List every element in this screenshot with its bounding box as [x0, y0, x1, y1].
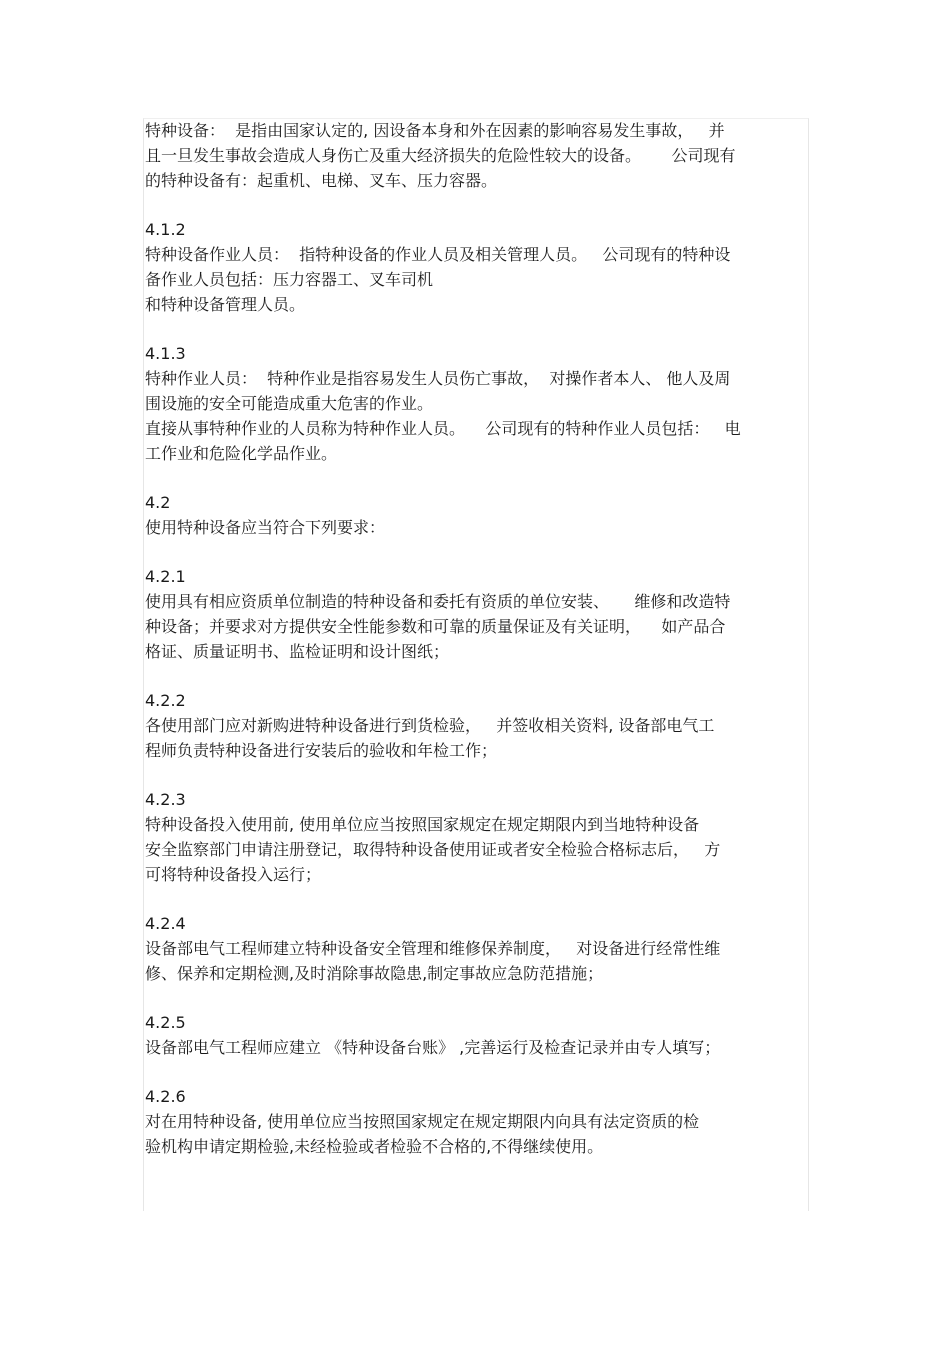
text-line: 工作业和危险化学品作业。: [145, 444, 338, 463]
text-line: 备作业人员包括：压力容器工、叉车司机: [145, 270, 434, 289]
text-line: 设备部电气工程师建立特种设备安全管理和维修保养制度， 对设备进行经常性维: [145, 939, 721, 958]
text-line: 使用特种设备应当符合下列要求：: [145, 518, 386, 537]
text-line: 的特种设备有：起重机、电梯、叉车、压力容器。: [145, 171, 498, 190]
section-number: 4.2.1: [145, 567, 186, 586]
section-number: 4.2.2: [145, 691, 186, 710]
section-4-2-1: [145, 564, 805, 664]
text-line: 特种设备： 是指由国家认定的, 因设备本身和外在因素的影响容易发生事故， 并: [145, 121, 725, 140]
section-4-1-2: [145, 217, 805, 317]
text-line: 安全监察部门申请注册登记，取得特种设备使用证或者安全检验合格标志后， 方: [145, 840, 721, 859]
text-line: 验机构申请定期检验,未经检验或者检验不合格的,不得继续使用。: [145, 1137, 604, 1156]
text-line: 设备部电气工程师应建立 《特种设备台账》 ,完善运行及检查记录并由专人填写；: [145, 1038, 721, 1057]
text-line: 对在用特种设备, 使用单位应当按照国家规定在规定期限内向具有法定资质的检: [145, 1112, 700, 1131]
section-number: 4.2.5: [145, 1013, 186, 1032]
section-4-2-2: [145, 688, 805, 763]
text-line: 特种设备投入使用前, 使用单位应当按照国家规定在规定期限内到当地特种设备: [145, 815, 700, 834]
section-4-2-5: [145, 1010, 805, 1060]
section-number: 4.2: [145, 493, 171, 512]
section-4-2: [145, 490, 805, 540]
text-line: 特种设备作业人员： 指特种设备的作业人员及相关管理人员。 公司现有的特种设: [145, 245, 731, 264]
text-line: 特种作业人员： 特种作业是指容易发生人员伤亡事故， 对操作者本人、 他人及周: [145, 369, 731, 388]
text-line: 和特种设备管理人员。: [145, 295, 306, 314]
section-number: 4.2.6: [145, 1087, 186, 1106]
section-number: 4.2.3: [145, 790, 186, 809]
text-line: 围设施的安全可能造成重大危害的作业。: [145, 394, 434, 413]
intro-paragraph: [145, 118, 805, 193]
section-number: 4.1.2: [145, 220, 186, 239]
text-line: 各使用部门应对新购进特种设备进行到货检验， 并签收相关资料, 设备部电气工: [145, 716, 715, 735]
section-number: 4.2.4: [145, 914, 186, 933]
text-line: 可将特种设备投入运行；: [145, 865, 322, 884]
text-line: 直接从事特种作业的人员称为特种作业人员。 公司现有的特种作业人员包括： 电: [145, 419, 741, 438]
text-line: 种设备；并要求对方提供安全性能参数和可靠的质量保证及有关证明， 如产品合: [145, 617, 726, 636]
text-line: 程师负责特种设备进行安装后的验收和年检工作；: [145, 741, 498, 760]
section-4-2-6: [145, 1084, 805, 1159]
section-4-2-3: [145, 787, 805, 887]
section-number: 4.1.3: [145, 344, 186, 363]
text-line: 使用具有相应资质单位制造的特种设备和委托有资质的单位安装、 维修和改造特: [145, 592, 731, 611]
document-body: [145, 118, 805, 1183]
text-line: 且一旦发生事故会造成人身伤亡及重大经济损失的危险性较大的设备。 公司现有: [145, 146, 736, 165]
section-4-1-3: [145, 341, 805, 466]
section-4-2-4: [145, 911, 805, 986]
text-line: 格证、质量证明书、监检证明和设计图纸；: [145, 642, 450, 661]
text-line: 修、保养和定期检测,及时消除事故隐患,制定事故应急防范措施；: [145, 964, 604, 983]
